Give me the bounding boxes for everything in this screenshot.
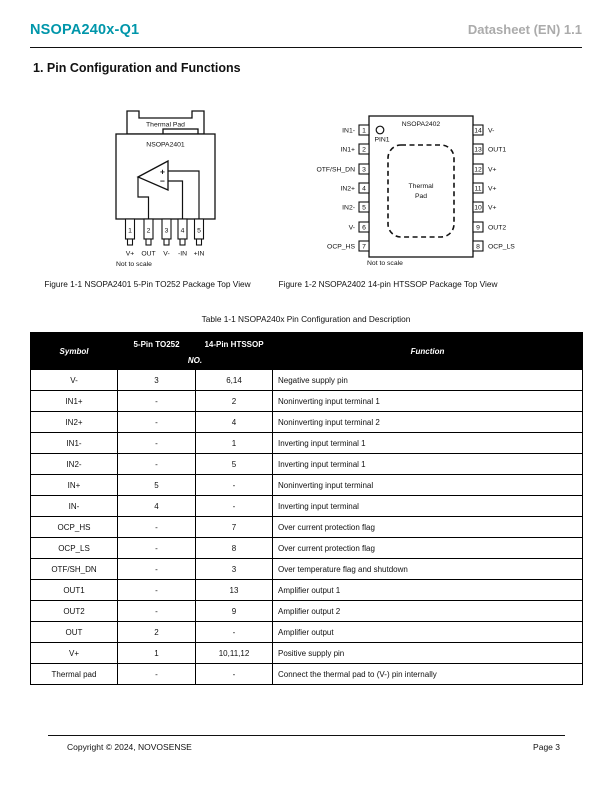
cell-htssop-no: 7	[196, 517, 273, 538]
cell-htssop-no: 9	[196, 601, 273, 622]
cell-symbol: OCP_LS	[31, 538, 118, 559]
part-name-label: NSOPA2401	[146, 141, 185, 149]
cell-function: Connect the thermal pad to (V-) pin internally	[273, 664, 583, 685]
table-row	[31, 412, 583, 433]
pin-tip	[180, 239, 185, 245]
pin-number: 9	[476, 224, 480, 232]
footer-page-number: Page 3	[533, 742, 560, 752]
cell-htssop-no: -	[196, 664, 273, 685]
cell-to252-no: 2	[118, 622, 196, 643]
pin-label: V+	[488, 204, 497, 212]
table-caption: Table 1-1 NSOPA240x Pin Configuration and Description	[201, 314, 411, 324]
pin-table-header	[31, 333, 583, 370]
cell-to252-no: -	[118, 601, 196, 622]
cell-symbol: IN2-	[31, 454, 118, 475]
cell-symbol: IN+	[31, 475, 118, 496]
table-row	[31, 622, 583, 643]
cell-symbol: OTF/SH_DN	[31, 559, 118, 580]
pin-label: V-	[163, 250, 170, 258]
cell-to252-no: -	[118, 517, 196, 538]
not-to-scale-note: Not to scale	[367, 260, 403, 267]
cell-to252-no: -	[118, 538, 196, 559]
pin-number: 8	[476, 243, 480, 251]
cell-function: Over current protection flag	[273, 517, 583, 538]
cell-function: Inverting input terminal	[273, 496, 583, 517]
pin-number: 6	[362, 224, 366, 232]
cell-to252-no: -	[118, 454, 196, 475]
cell-to252-no: 5	[118, 475, 196, 496]
table-row	[31, 370, 583, 391]
cell-to252-no: 3	[118, 370, 196, 391]
table-row	[31, 496, 583, 517]
cell-htssop-no: 13	[196, 580, 273, 601]
cell-function: Amplifier output 1	[273, 580, 583, 601]
cell-symbol: V-	[31, 370, 118, 391]
cell-htssop-no: 10,11,12	[196, 643, 273, 664]
cell-symbol: Thermal pad	[31, 664, 118, 685]
pin-label: V+	[488, 166, 497, 174]
pin-number: 13	[474, 146, 482, 154]
pin-label: OCP_LS	[488, 243, 515, 251]
pin-label: IN1+	[340, 146, 355, 154]
table-row	[31, 643, 583, 664]
thermal-pad-label: Pad	[414, 193, 428, 200]
cell-symbol: IN1+	[31, 391, 118, 412]
cell-to252-no: 1	[118, 643, 196, 664]
pin-label: OUT	[141, 250, 156, 258]
cell-symbol: IN1-	[31, 433, 118, 454]
tab-step	[163, 129, 198, 134]
cell-htssop-no: -	[196, 475, 273, 496]
table-row	[31, 391, 583, 412]
pin-tip	[197, 239, 202, 245]
footer-rule	[48, 735, 565, 736]
pin-number: 1	[362, 127, 366, 135]
figure1-caption: Figure 1-1 NSOPA2401 5-Pin TO252 Package Top View	[44, 279, 251, 289]
pin-label: OCP_HS	[327, 243, 355, 251]
cell-to252-no: -	[118, 412, 196, 433]
cell-function: Inverting input terminal 1	[273, 433, 583, 454]
pin-label: IN2-	[342, 204, 355, 212]
opamp-plus-sign: +	[160, 166, 165, 177]
to252-package-diagram	[95, 103, 285, 273]
pin-number: 10	[474, 204, 482, 212]
cell-htssop-no: 5	[196, 454, 273, 475]
pin-number: 2	[146, 227, 151, 235]
pin-number: 14	[474, 127, 482, 135]
pin-label: OUT2	[488, 224, 507, 232]
cell-htssop-no: 4	[196, 412, 273, 433]
cell-function: Noninverting input terminal	[273, 475, 583, 496]
pin-label: +IN	[193, 250, 205, 258]
cell-to252-no: 4	[118, 496, 196, 517]
pin-number: 3	[362, 166, 366, 174]
table-row	[31, 454, 583, 475]
pin-number: 5	[197, 227, 201, 235]
pin-label: IN1-	[342, 127, 355, 135]
col-header-function: Function	[273, 333, 583, 370]
part-name-label: NSOPA2402	[401, 121, 441, 128]
cell-function: Amplifier output	[273, 622, 583, 643]
document-version: Datasheet (EN) 1.1	[467, 22, 582, 37]
pin-number: 3	[164, 227, 169, 235]
pin-label: V+	[125, 250, 135, 258]
cell-symbol: IN-	[31, 496, 118, 517]
table-row	[31, 475, 583, 496]
pin-label: OUT1	[488, 146, 507, 154]
pin-number: 11	[474, 185, 482, 193]
pin-label: IN2+	[340, 185, 355, 193]
col-header-symbol: Symbol	[31, 333, 118, 370]
not-to-scale-note: Not to scale	[116, 261, 152, 268]
table-row	[31, 580, 583, 601]
pin-label: -IN	[177, 250, 188, 258]
cell-function: Over temperature flag and shutdown	[273, 559, 583, 580]
pin-label: V-	[348, 224, 355, 232]
cell-htssop-no: 3	[196, 559, 273, 580]
table-row	[31, 517, 583, 538]
pin-number: 1	[128, 227, 132, 235]
table-row	[31, 664, 583, 685]
footer-copyright: Copyright © 2024, NOVOSENSE	[67, 742, 192, 752]
table-row	[31, 601, 583, 622]
page-header	[30, 22, 582, 48]
table-row	[31, 538, 583, 559]
cell-htssop-no: 2	[196, 391, 273, 412]
cell-to252-no: -	[118, 433, 196, 454]
cell-to252-no: -	[118, 580, 196, 601]
col-header-to252: 5-Pin TO252	[118, 333, 196, 356]
cell-to252-no: -	[118, 559, 196, 580]
cell-function: Inverting input terminal 1	[273, 454, 583, 475]
pin-number: 7	[362, 243, 366, 251]
table-row	[31, 559, 583, 580]
col-header-htssop: 14-Pin HTSSOP	[196, 333, 273, 356]
cell-to252-no: -	[118, 664, 196, 685]
col-header-no: NO.	[118, 356, 273, 370]
thermal-pad-label: Thermal	[408, 183, 434, 190]
cell-symbol: OUT2	[31, 601, 118, 622]
cell-htssop-no: -	[196, 622, 273, 643]
figure2-caption: Figure 1-2 NSOPA2402 14-pin HTSSOP Package Top View	[278, 279, 498, 289]
cell-function: Amplifier output 2	[273, 601, 583, 622]
pin-tip	[128, 239, 133, 245]
pin-number: 4	[362, 185, 366, 193]
document-title: NSOPA240x-Q1	[30, 22, 140, 38]
pin-table-body	[31, 370, 583, 685]
cell-function: Noninverting input terminal 1	[273, 391, 583, 412]
pin-number: 4	[180, 227, 185, 235]
cell-symbol: IN2+	[31, 412, 118, 433]
htssop-package-diagram	[310, 103, 520, 273]
cell-function: Over current protection flag	[273, 538, 583, 559]
pin1-label: PIN1	[374, 136, 390, 144]
cell-htssop-no: 6,14	[196, 370, 273, 391]
pin-number: 2	[362, 146, 366, 154]
cell-symbol: OUT	[31, 622, 118, 643]
cell-to252-no: -	[118, 391, 196, 412]
table-row	[31, 433, 583, 454]
thermal-pad-label: Thermal Pad	[146, 121, 185, 129]
pin-configuration-table	[30, 332, 583, 685]
pin-number: 12	[474, 166, 482, 174]
cell-htssop-no: 1	[196, 433, 273, 454]
opamp-minus-sign: −	[160, 176, 165, 186]
cell-htssop-no: -	[196, 496, 273, 517]
pin-number: 5	[362, 204, 366, 212]
cell-symbol: OUT1	[31, 580, 118, 601]
cell-htssop-no: 8	[196, 538, 273, 559]
pin-label: OTF/SH_DN	[316, 166, 355, 174]
cell-symbol: OCP_HS	[31, 517, 118, 538]
cell-symbol: V+	[31, 643, 118, 664]
section-title: 1. Pin Configuration and Functions	[33, 61, 241, 75]
cell-function: Negative supply pin	[273, 370, 583, 391]
cell-function: Noninverting input terminal 2	[273, 412, 583, 433]
cell-function: Positive supply pin	[273, 643, 583, 664]
pin-tip	[164, 239, 169, 245]
pin-tip	[146, 239, 151, 245]
pin-label: V-	[488, 127, 495, 135]
pin-label: V+	[488, 185, 497, 193]
